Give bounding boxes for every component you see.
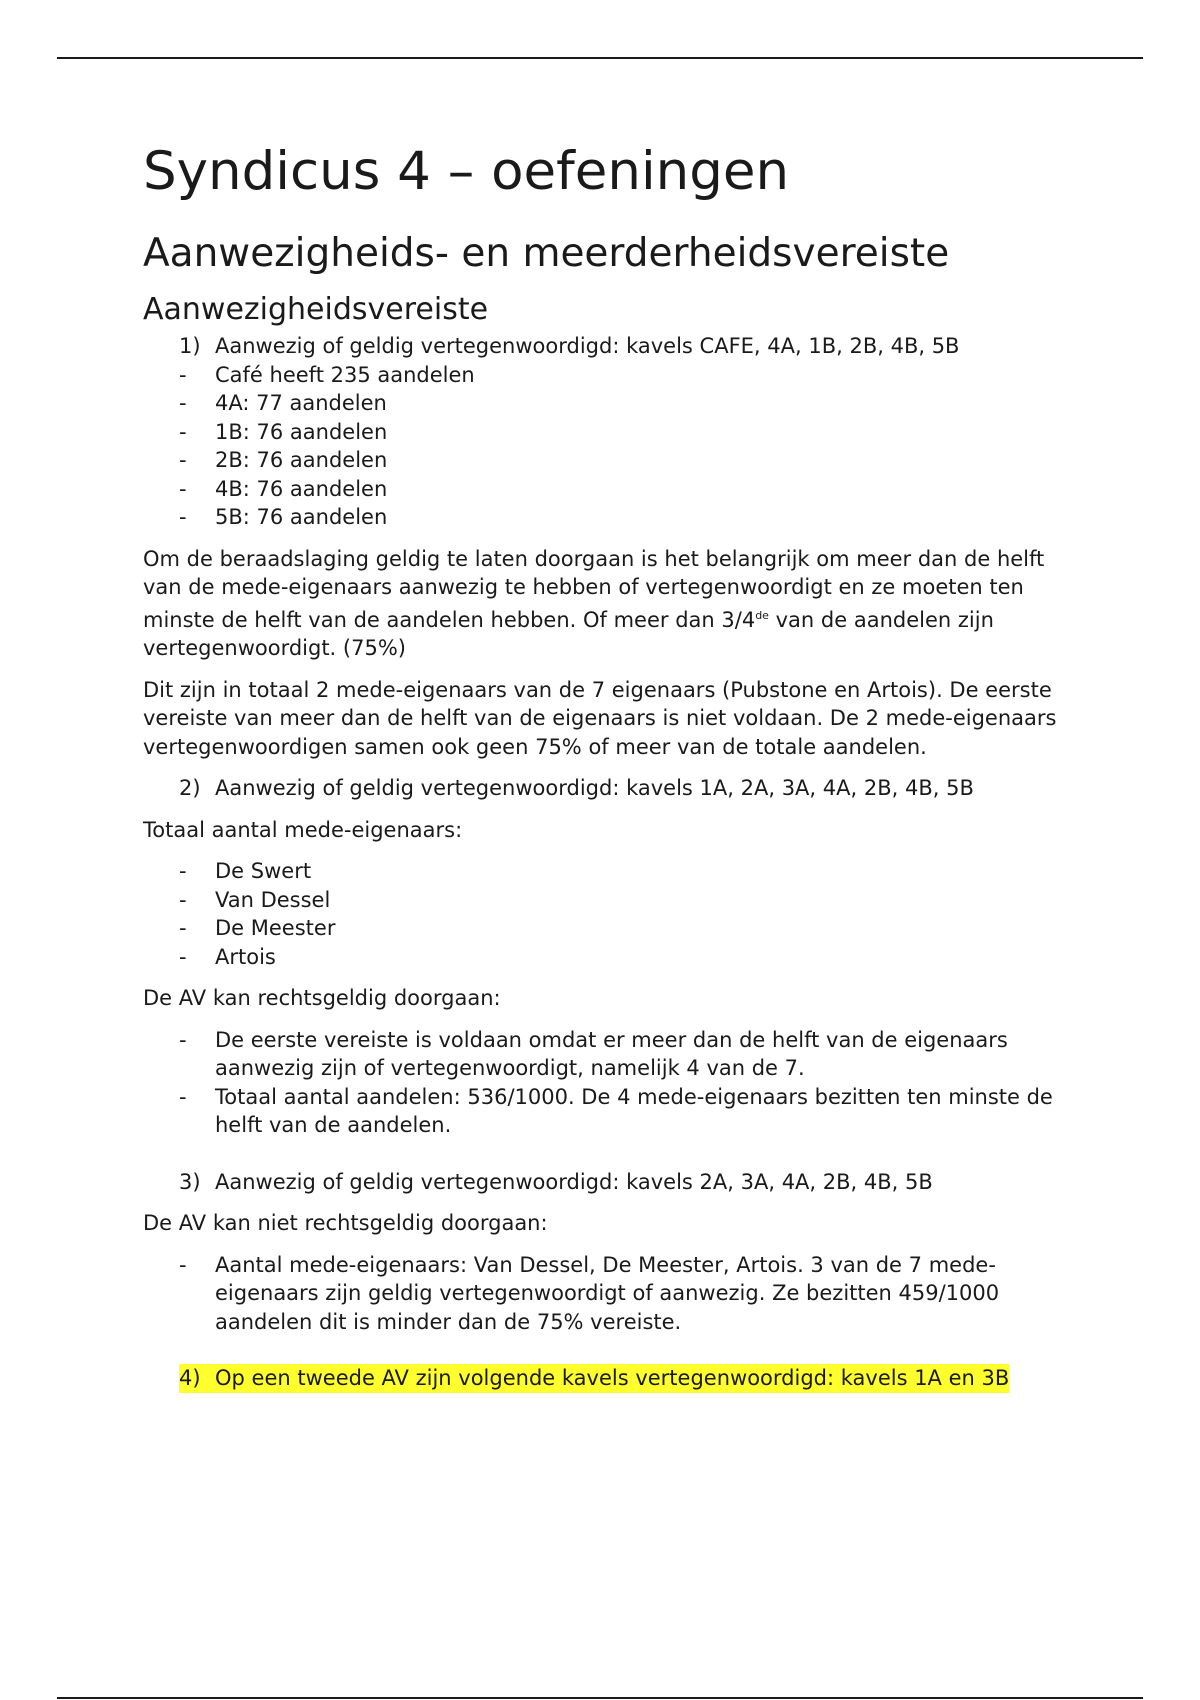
list-item: - Totaal aantal aandelen: 536/1000. De 4 mede-eigenaars bezitten ten minste de helft van de aandelen.: [179, 1084, 1053, 1137]
list-item: - 5B: 76 aandelen: [179, 505, 388, 529]
item-text: Aanwezig of geldig vertegenwoordigd: kavels 2A, 3A, 4A, 2B, 4B, 5B: [215, 1169, 933, 1194]
item-text: Op een tweede AV zijn volgende kavels vertegenwoordigd: kavels 1A en 3B: [215, 1366, 1010, 1390]
list-item: - 4B: 76 aandelen: [179, 476, 388, 501]
paragraph: De AV kan rechtsgeldig doorgaan:: [143, 986, 501, 1010]
subsection-heading: Aanwezigheidsvereiste: [143, 292, 489, 327]
item-number: 2): [179, 776, 201, 800]
numbered-item-1: [143, 332, 1063, 361]
document-body: [143, 140, 1063, 1393]
list-item: - De Meester: [179, 916, 336, 940]
numbered-item-2: [143, 774, 1063, 803]
paragraph: De AV kan niet rechtsgeldig doorgaan:: [143, 1211, 548, 1235]
list-item: - 4A: 77 aandelen: [179, 391, 387, 415]
list-item: - De Swert: [179, 859, 312, 883]
numbered-item-3: [143, 1168, 1063, 1197]
item-text: Aanwezig of geldig vertegenwoordigd: kavels 1A, 2A, 3A, 4A, 2B, 4B, 5B: [215, 776, 974, 800]
item-number: 1): [179, 334, 201, 358]
list-item: - Artois: [179, 944, 276, 969]
section-heading: Aanwezigheids- en meerderheidsvereiste: [143, 231, 950, 276]
item-number: 3): [179, 1169, 201, 1194]
paragraph: Om de beraadslaging geldig te laten doorgaan is het belangrijk om meer dan de helft van de mede-eigenaars aanwezig te hebben of vertegenwoordigt en ze moeten ten minste de helft van de aandelen hebben. Of meer dan 3/4de van de aandelen zijn vertegenwoordigt. (75%): [143, 546, 1045, 660]
list-item: - Café heeft 235 aandelen: [179, 362, 475, 387]
list-item: - Aantal mede-eigenaars: Van Dessel, De Meester, Artois. 3 van de 7 mede-eigenaars zijn geldig vertegenwoordigt of aanwezig. Ze bezitten 459/1000 aandelen dit is minder dan de 75% vereiste.: [179, 1252, 1000, 1334]
paragraph: Dit zijn in totaal 2 mede-eigenaars van de 7 eigenaars (Pubstone en Artois). De eerste vereiste van meer dan de helft van de eigenaars is niet voldaan. De 2 mede-eigenaars vertegenwoordigen samen ook geen 75% of meer van de totale aandelen.: [143, 677, 1057, 759]
header-rule: [57, 57, 1143, 59]
highlighted-text: [179, 1364, 1009, 1393]
paragraph: Totaal aantal mede-eigenaars:: [143, 817, 463, 842]
item-number: 4): [179, 1366, 201, 1390]
item-text: Aanwezig of geldig vertegenwoordigd: kavels CAFE, 4A, 1B, 2B, 4B, 5B: [215, 334, 960, 358]
document-title: Syndicus 4 – oefeningen: [143, 141, 790, 202]
footer-rule: [57, 1697, 1143, 1699]
list-item: - 1B: 76 aandelen: [179, 419, 388, 444]
list-item: - De eerste vereiste is voldaan omdat er meer dan de helft van de eigenaars aanwezig zijn of vertegenwoordigt, namelijk 4 van de 7.: [179, 1027, 1008, 1080]
numbered-item-4: [143, 1364, 1063, 1393]
list-item: - Van Dessel: [179, 887, 331, 912]
list-item: - 2B: 76 aandelen: [179, 448, 388, 472]
